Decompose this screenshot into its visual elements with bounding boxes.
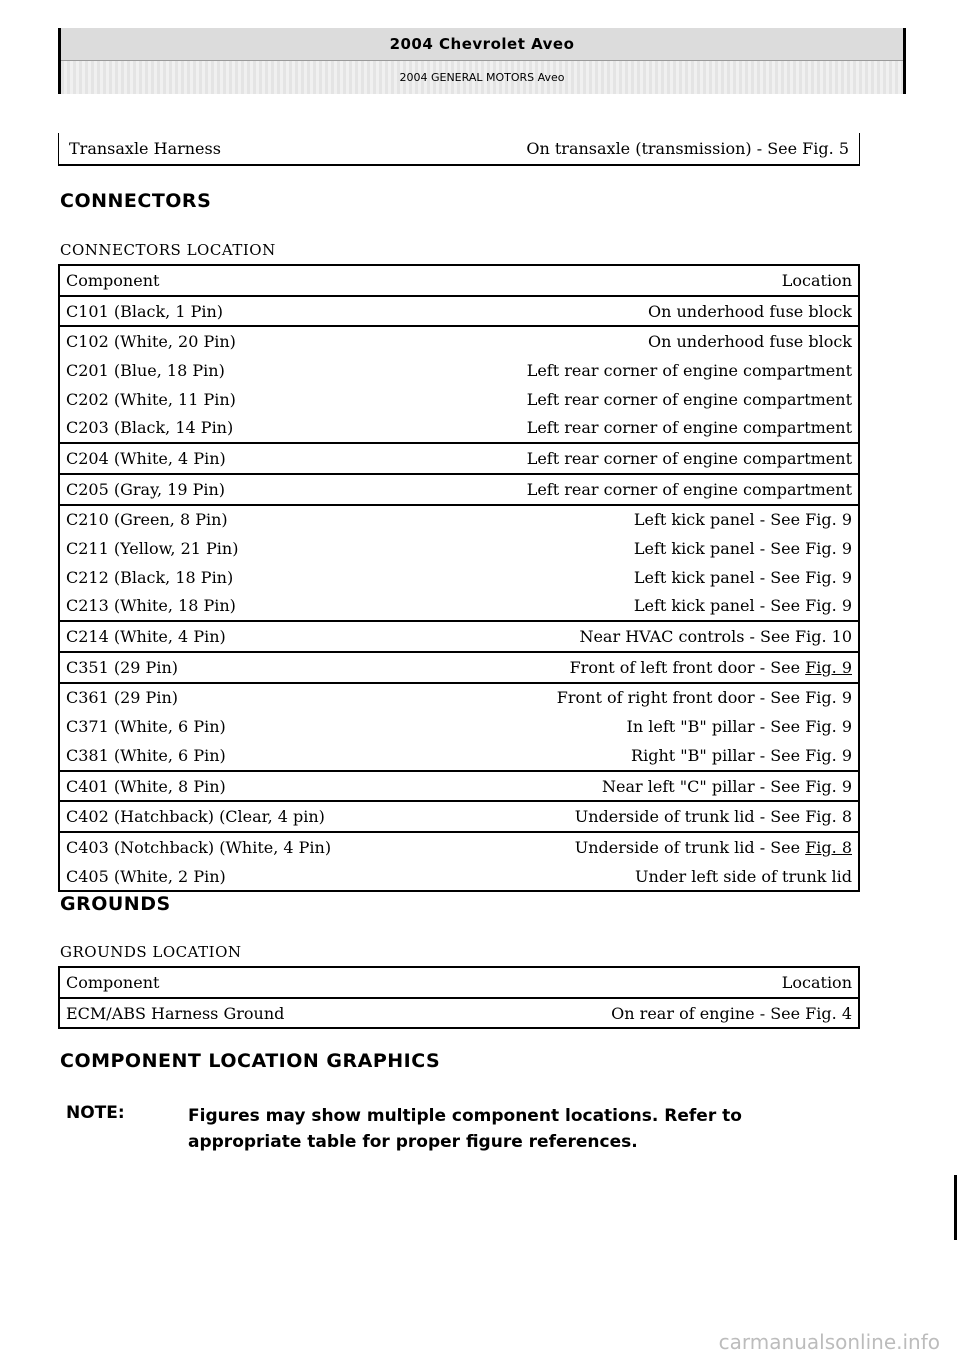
table-row xyxy=(59,683,859,713)
document-header xyxy=(58,28,906,94)
cell-component: C212 (Black, 18 Pin) xyxy=(59,563,420,592)
location-text: Front of left front door - See xyxy=(569,657,806,677)
cell-location: On underhood fuse block xyxy=(420,326,859,356)
cell-component: C351 (29 Pin) xyxy=(59,652,420,683)
grounds-table-title: GROUNDS LOCATION xyxy=(60,943,242,961)
table-header-row xyxy=(59,967,859,998)
cell-component: C210 (Green, 8 Pin) xyxy=(59,505,420,535)
table-row xyxy=(59,801,859,832)
cell-component: C381 (White, 6 Pin) xyxy=(59,741,420,771)
connectors-table xyxy=(58,264,860,892)
figure-link[interactable]: Fig. 9 xyxy=(805,657,852,677)
table-row xyxy=(59,563,859,592)
table-row xyxy=(59,712,859,741)
watermark: carmanualsonline.info xyxy=(718,1330,940,1354)
cell-location: Left kick panel - See Fig. 9 xyxy=(420,563,859,592)
cell-location: Right "B" pillar - See Fig. 9 xyxy=(420,741,859,771)
cell-location: Under left side of trunk lid xyxy=(420,862,859,892)
cell-component: C371 (White, 6 Pin) xyxy=(59,712,420,741)
cell-component: C214 (White, 4 Pin) xyxy=(59,621,420,652)
cell-component: C101 (Black, 1 Pin) xyxy=(59,296,420,327)
cell-component: C201 (Blue, 18 Pin) xyxy=(59,356,420,385)
cell-location: On rear of engine - See Fig. 4 xyxy=(441,998,860,1029)
table-row xyxy=(59,534,859,563)
table-row xyxy=(59,385,859,414)
graphics-heading: COMPONENT LOCATION GRAPHICS xyxy=(60,1050,441,1072)
cell-component: C213 (White, 18 Pin) xyxy=(59,592,420,622)
margin-rule xyxy=(954,1175,957,1240)
cell-component: ECM/ABS Harness Ground xyxy=(59,998,441,1029)
cell-location: Left rear corner of engine compartment xyxy=(420,356,859,385)
continued-table-row xyxy=(58,133,860,166)
column-header-location: Location xyxy=(420,265,859,296)
location-text: Underside of trunk lid - See xyxy=(574,837,806,857)
connectors-table-body xyxy=(59,296,859,892)
cell-location: Underside of trunk lid - See Fig. 8 xyxy=(420,801,859,832)
note-text: Figures may show multiple component locations. Refer to appropriate table for proper figure references. xyxy=(188,1106,742,1152)
cell-component: C402 (Hatchback) (Clear, 4 pin) xyxy=(59,801,420,832)
cell-location: In left "B" pillar - See Fig. 9 xyxy=(420,712,859,741)
grounds-heading: GROUNDS xyxy=(60,893,171,915)
connectors-heading: CONNECTORS xyxy=(60,190,212,212)
connectors-table-title: CONNECTORS LOCATION xyxy=(60,241,276,259)
cell-component: C203 (Black, 14 Pin) xyxy=(59,413,420,443)
table-row xyxy=(59,356,859,385)
cell-location: Left rear corner of engine compartment xyxy=(420,413,859,443)
table-row xyxy=(59,296,859,327)
cell-location: Left kick panel - See Fig. 9 xyxy=(420,592,859,622)
table-row xyxy=(59,592,859,622)
note-label: NOTE: xyxy=(66,1103,125,1123)
table-row xyxy=(59,474,859,505)
row-location: On transaxle (transmission) - See Fig. 5 xyxy=(526,139,849,158)
table-row xyxy=(59,652,859,683)
cell-location: Near HVAC controls - See Fig. 10 xyxy=(420,621,859,652)
cell-location: Left rear corner of engine compartment xyxy=(420,385,859,414)
table-row xyxy=(59,505,859,535)
cell-location xyxy=(420,832,859,862)
table-row xyxy=(59,326,859,356)
cell-component: C401 (White, 8 Pin) xyxy=(59,771,420,802)
cell-component: C403 (Notchback) (White, 4 Pin) xyxy=(59,832,420,862)
cell-location: Left kick panel - See Fig. 9 xyxy=(420,534,859,563)
header-title: 2004 Chevrolet Aveo xyxy=(61,28,903,61)
cell-component: C361 (29 Pin) xyxy=(59,683,420,713)
cell-component: C204 (White, 4 Pin) xyxy=(59,443,420,474)
table-row xyxy=(59,443,859,474)
column-header-location: Location xyxy=(441,967,860,998)
table-row xyxy=(59,771,859,802)
column-header-component: Component xyxy=(59,265,420,296)
cell-component: C211 (Yellow, 21 Pin) xyxy=(59,534,420,563)
table-row xyxy=(59,413,859,443)
grounds-table-body xyxy=(59,998,859,1029)
table-row xyxy=(59,998,859,1029)
table-row xyxy=(59,741,859,771)
cell-location: Left rear corner of engine compartment xyxy=(420,443,859,474)
table-row xyxy=(59,621,859,652)
cell-location: On underhood fuse block xyxy=(420,296,859,327)
cell-component: C202 (White, 11 Pin) xyxy=(59,385,420,414)
header-subtitle: 2004 GENERAL MOTORS Aveo xyxy=(61,61,903,94)
table-row xyxy=(59,832,859,862)
cell-location: Front of right front door - See Fig. 9 xyxy=(420,683,859,713)
cell-component: C205 (Gray, 19 Pin) xyxy=(59,474,420,505)
table-header-row xyxy=(59,265,859,296)
cell-location xyxy=(420,652,859,683)
row-component: Transaxle Harness xyxy=(69,139,221,158)
cell-location: Near left "C" pillar - See Fig. 9 xyxy=(420,771,859,802)
column-header-component: Component xyxy=(59,967,441,998)
cell-location: Left kick panel - See Fig. 9 xyxy=(420,505,859,535)
figure-link[interactable]: Fig. 8 xyxy=(805,837,852,857)
grounds-table xyxy=(58,966,860,1029)
cell-component: C102 (White, 20 Pin) xyxy=(59,326,420,356)
table-row xyxy=(59,862,859,892)
cell-component: C405 (White, 2 Pin) xyxy=(59,862,420,892)
cell-location: Left rear corner of engine compartment xyxy=(420,474,859,505)
